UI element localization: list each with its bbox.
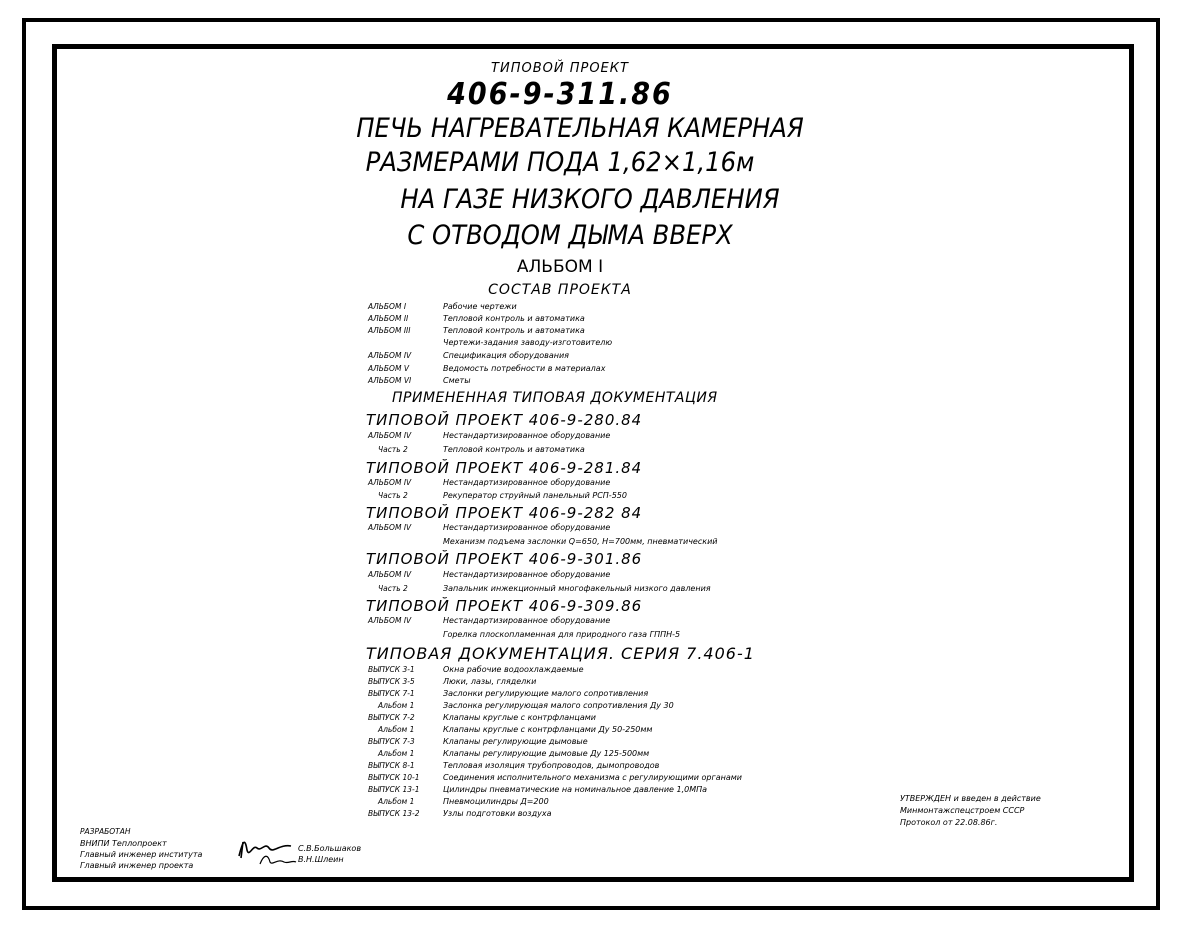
developer-org: ВНИПИ Теплопроект [80, 839, 167, 848]
developer-name: С.В.Большаков [298, 844, 362, 853]
developer-name: В.Н.Шлеин [298, 855, 344, 864]
list-item: ВЫПУСК 13-1 Цилиндры пневматические на номинальное давление 1,0МПа [368, 785, 708, 794]
list-item: Альбом 1 Заслонка регулирующая малого сопротивления Ду 30 [378, 701, 674, 710]
project-title: ТИПОВОЙ ПРОЕКТ 406-9-281.84 [366, 459, 643, 477]
project-title: ТИПОВОЙ ПРОЕКТ 406-9-301.86 [366, 550, 643, 568]
title-line-1: ПЕЧЬ НАГРЕВАТЕЛЬНАЯ КАМЕРНАЯ [356, 113, 804, 144]
applied-heading: ПРИМЕНЕННАЯ ТИПОВАЯ ДОКУМЕНТАЦИЯ [392, 390, 718, 406]
list-item: ВЫПУСК 10-1 Соединения исполнительного механизма с регулирующими органами [368, 773, 742, 782]
series-title: ТИПОВАЯ ДОКУМЕНТАЦИЯ. СЕРИЯ 7.406-1 [366, 644, 755, 663]
project-type: ТИПОВОЙ ПРОЕКТ [491, 61, 629, 76]
title-line-4: С ОТВОДОМ ДЫМА ВВЕРХ [407, 220, 733, 251]
list-item: АЛЬБОМ IV Нестандартизированное оборудование [368, 523, 611, 532]
list-item: ВЫПУСК 3-5 Люки, лазы, гляделки [368, 677, 537, 686]
list-item: Альбом 1 Клапаны регулирующие дымовые Ду 125-500мм [378, 749, 650, 758]
developer-role: Главный инженер института [80, 850, 203, 859]
list-item: АЛЬБОМ V Ведомость потребности в материалах [368, 364, 606, 373]
list-item: ВЫПУСК 3-1 Окна рабочие водоохлаждаемые [368, 665, 584, 674]
list-item: ВЫПУСК 8-1 Тепловая изоляция трубопроводов, дымопроводов [368, 761, 660, 770]
list-item: АЛЬБОМ IV Нестандартизированное оборудование [368, 431, 611, 440]
list-item: АЛЬБОМ IV Нестандартизированное оборудование [368, 570, 611, 579]
project-number: 406-9-311.86 [447, 77, 673, 112]
list-item: Альбом 1 Пневмоцилиндры Д=200 [378, 797, 549, 806]
title-line-3: НА ГАЗЕ НИЗКОГО ДАВЛЕНИЯ [400, 184, 780, 215]
list-item: АЛЬБОМ II Тепловой контроль и автоматика [368, 314, 585, 323]
list-item: АЛЬБОМ III Тепловой контроль и автоматика [368, 326, 585, 335]
project-title: ТИПОВОЙ ПРОЕКТ 406-9-280.84 [366, 411, 643, 429]
list-item: Часть 2 Запальник инжекционный многофакельный низкого давления [378, 584, 711, 593]
list-item: ВЫПУСК 7-3 Клапаны регулирующие дымовые [368, 737, 588, 746]
list-item: Чертежи-задания заводу-изготовителю [443, 338, 613, 347]
approval-line: Минмонтажспецстроем СССР [900, 806, 1025, 815]
developer-role: Главный инженер проекта [80, 861, 194, 870]
list-item: Механизм подъема заслонки Q=650, H=700мм, пневматический [443, 537, 718, 546]
list-item: ВЫПУСК 7-1 Заслонки регулирующие малого сопротивления [368, 689, 649, 698]
list-item: ВЫПУСК 13-2 Узлы подготовки воздуха [368, 809, 552, 818]
project-title: ТИПОВОЙ ПРОЕКТ 406-9-309.86 [366, 597, 643, 615]
signature-2-icon [258, 852, 298, 868]
album-title: АЛЬБОМ I [516, 257, 604, 277]
project-title: ТИПОВОЙ ПРОЕКТ 406-9-282 84 [366, 504, 643, 522]
developer-heading: РАЗРАБОТАН [80, 827, 131, 836]
list-item: Часть 2 Тепловой контроль и автоматика [378, 445, 585, 454]
list-item: Часть 2 Рекуператор струйный панельный РСП-550 [378, 491, 627, 500]
title-line-2: РАЗМЕРАМИ ПОДА 1,62×1,16м [365, 147, 755, 178]
list-item: Горелка плоскопламенная для природного газа ГППН-5 [443, 630, 681, 639]
list-item: ВЫПУСК 7-2 Клапаны круглые с контрфланцами [368, 713, 596, 722]
composition-heading: СОСТАВ ПРОЕКТА [488, 282, 632, 298]
approval-line: УТВЕРЖДЕН и введен в действие [900, 794, 1041, 803]
list-item: АЛЬБОМ IV Нестандартизированное оборудование [368, 478, 611, 487]
list-item: Альбом 1 Клапаны круглые с контрфланцами Ду 50-250мм [378, 725, 653, 734]
list-item: АЛЬБОМ IV Нестандартизированное оборудование [368, 616, 611, 625]
list-item: АЛЬБОМ VI Сметы [368, 376, 471, 385]
list-item: АЛЬБОМ IV Спецификация оборудования [368, 351, 569, 360]
list-item: АЛЬБОМ I Рабочие чертежи [368, 302, 517, 311]
approval-line: Протокол от 22.08.86г. [900, 818, 998, 827]
